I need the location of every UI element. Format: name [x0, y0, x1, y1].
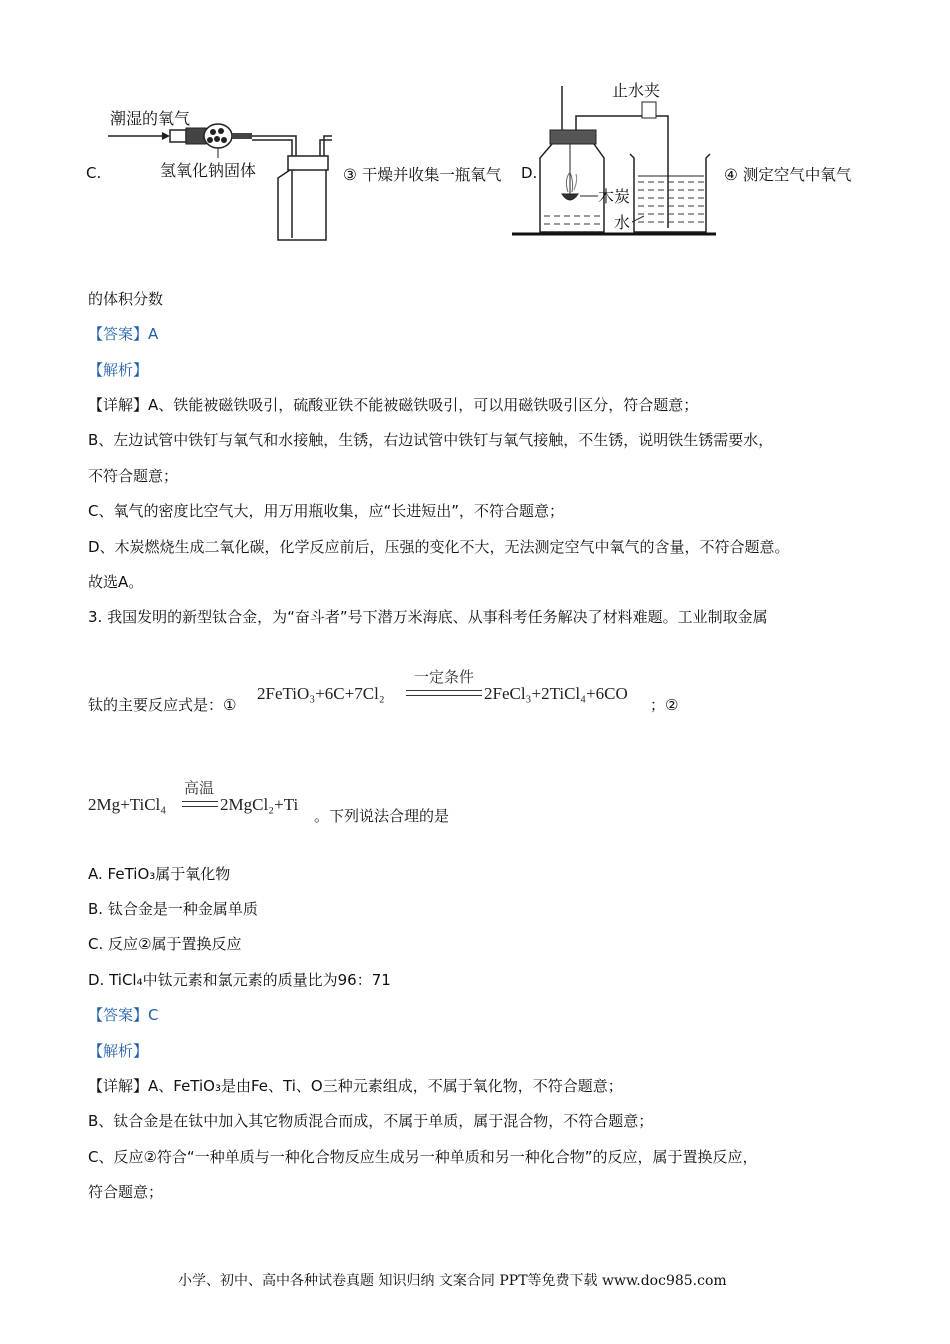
q3-option-c: C. 反应②属于置换反应: [88, 935, 242, 953]
q2-analysis-heading: 【解析】: [88, 361, 149, 379]
q3-option-d: D. TiCl₄中钛元素和氯元素的质量比为96：71: [88, 971, 391, 989]
q3-stem-mid: ；②: [650, 696, 679, 714]
q3-option-b: B. 钛合金是一种金属单质: [88, 900, 258, 918]
reaction-2-equals-sign: [182, 801, 218, 807]
q2-detail-a: 【详解】A、铁能被磁铁吸引，硫酸亚铁不能被磁铁吸引，可以用磁铁吸引区分，符合题意；: [88, 396, 699, 414]
q2-conclusion: 故选A。: [88, 573, 144, 591]
q3-stem: 3. 我国发明的新型钛合金，为“奋斗者”号下潜万米海底、从事科考任务解决了材料难题。工业制取金属: [88, 608, 768, 626]
q2-answer: 【答案】A: [88, 325, 159, 343]
reaction-2-reactants: 2Mg+TiCl₄: [88, 795, 167, 814]
water-clamp-label: 止水夹: [612, 81, 661, 100]
oxygen-measurement-apparatus-figure: [508, 76, 718, 242]
q3-detail-c: C、反应②符合“一种单质与一种化合物反应生成另一种单质和另一种化合物”的反应，属于置换反应，: [88, 1148, 758, 1166]
option-d-caption: ④ 测定空气中氧气: [724, 166, 852, 184]
page-footer: 小学、初中、高中各种试卷真题 知识归纳 文案合同 PPT等免费下载 www.doc985.com: [178, 1273, 727, 1289]
reaction-1-reactants: 2FeTiO₃+6C+7Cl₂: [257, 684, 385, 703]
q2-detail-d: D、木炭燃烧生成二氧化碳，化学反应前后，压强的变化不大，无法测定空气中氧气的含量，不符合题意。: [88, 538, 790, 556]
q2-detail-b: B、左边试管中铁钉与氧气和水接触，生锈，右边试管中铁钉与氧气接触，不生锈，说明铁生锈需要水，: [88, 431, 774, 449]
q3-detail-c-continued: 符合题意；: [88, 1183, 164, 1201]
q3-answer: 【答案】C: [88, 1006, 159, 1024]
reaction-1-equals-sign: [406, 690, 482, 696]
reaction-2-condition: 高温: [184, 779, 215, 797]
reaction-2-products: 2MgCl₂+Ti: [220, 795, 299, 814]
option-d-letter: D.: [521, 164, 538, 182]
drying-collection-apparatus-figure: [100, 98, 340, 246]
q3-stem-question: 。下列说法合理的是: [314, 807, 450, 825]
q3-detail-b: B、钛合金是在钛中加入其它物质混合而成，不属于单质，属于混合物，不符合题意；: [88, 1112, 654, 1130]
q3-option-a: A. FeTiO₃属于氧化物: [88, 865, 231, 883]
q3-stem-prefix: 钛的主要反应式是：①: [88, 696, 237, 714]
q3-analysis-heading: 【解析】: [88, 1042, 149, 1060]
moist-oxygen-label: 潮湿的氧气: [110, 109, 191, 128]
water-label: 水: [614, 213, 631, 232]
charcoal-label: 木炭: [598, 187, 631, 206]
option-c-letter: C.: [86, 164, 102, 182]
naoh-solid-label: 氢氧化钠固体: [160, 161, 257, 180]
reaction-1-products: 2FeCl₃+2TiCl₄+6CO: [484, 684, 628, 703]
reaction-1-condition: 一定条件: [414, 668, 475, 686]
q2-detail-b-continued: 不符合题意；: [88, 467, 179, 485]
q3-detail-a: 【详解】A、FeTiO₃是由Fe、Ti、O三种元素组成，不属于氧化物，不符合题意；: [88, 1077, 623, 1095]
q2-detail-c: C、氧气的密度比空气大，用万用瓶收集，应“长进短出”，不符合题意；: [88, 502, 565, 520]
option-c-caption: ③ 干燥并收集一瓶氧气: [343, 166, 502, 184]
option-d-caption-continued: 的体积分数: [88, 290, 164, 308]
